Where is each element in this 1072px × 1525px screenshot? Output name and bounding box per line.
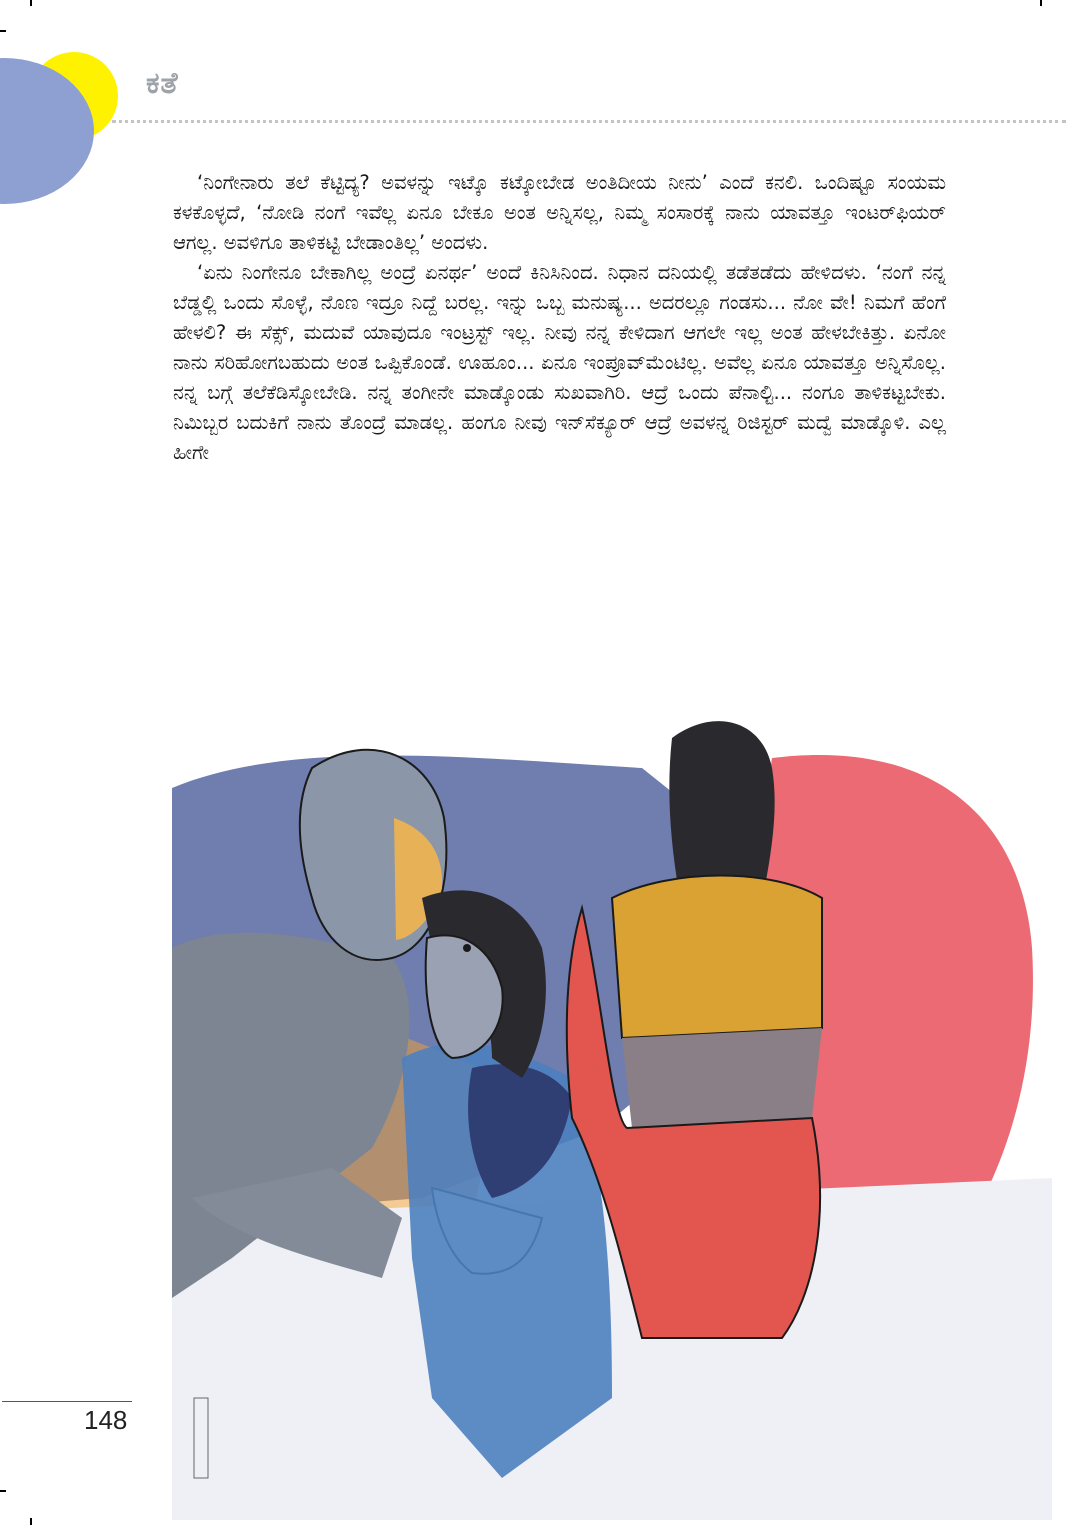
dotted-divider — [112, 120, 1066, 123]
story-illustration — [172, 698, 1052, 1520]
page-number: 148 — [84, 1405, 128, 1435]
bindi-dot — [463, 944, 471, 952]
paragraph: ‘ಏನು ನಿಂಗೇನೂ ಬೇಕಾಗಿಲ್ಲ ಅಂದ್ರೆ ಏನರ್ಥ’ ಅಂದೆ ಕಿನಿಸಿನಿಂದ. ನಿಧಾನ ದನಿಯಲ್ಲಿ ತಡೆತಡೆದು ಹೇಳಿದಳು. ‘ನಂಗೆ ನನ್ನ ಬೆಡ್ಡಲ್ಲಿ ಒಂದು ಸೊಳ್ಳೆ, ನೊಣ ಇದ್ರೂ ನಿದ್ದೆ ಬರಲ್ಲ. ಇನ್ನು ಒಬ್ಬ ಮನುಷ್ಯ... ಅದರಲ್ಲೂ ಗಂಡಸು... ನೋ ವೇ! ನಿಮಗೆ ಹೆಂಗೆ ಹೇಳಲಿ? ಈ ಸೆಕ್ಸ್, ಮದುವೆ ಯಾವುದೂ ಇಂಟ್ರಸ್ಟ್ ಇಲ್ಲ. ನೀವು ನನ್ನ ಕೇಳಿದಾಗ ಆಗಲೇ ಇಲ್ಲ ಅಂತ ಹೇಳಬೇಕಿತ್ತು. ಏನೋ ನಾನು ಸರಿಹೋಗಬಹುದು ಅಂತ ಒಪ್ಪಿಕೊಂಡೆ. ಊಹೂಂ... ಏನೂ ಇಂಪ್ರೂವ್‌ಮೆಂಟಿಲ್ಲ. ಅವೆಲ್ಲ ಏನೂ ಯಾವತ್ತೂ ಅನ್ನಿಸೊಲ್ಲ. ನನ್ನ ಬಗ್ಗೆ ತಲೆಕೆಡಿಸ್ಕೋಬೇಡಿ. ನನ್ನ ತಂಗೀನೇ ಮಾಡ್ಕೊಂಡು ಸುಖವಾಗಿರಿ. ಆದ್ರೆ ಒಂದು ಪೆನಾಲ್ಟಿ... ನಂಗೂ ತಾಳಿಕಟ್ಟಬೇಕು. ನಿಮಿಬ್ಬರ ಬದುಕಿಗೆ ನಾನು ತೊಂದ್ರೆ ಮಾಡಲ್ಲ. ಹಂಗೂ ನೀವು ಇನ್‌ಸೆಕ್ಯೂರ್ ಆದ್ರೆ ಅವಳನ್ನ ರಿಜಿಸ್ಟರ್ ಮದ್ವೆ ಮಾಡ್ಕೊಳಿ. ಎಲ್ಲ ಹೀಗೇ — [173, 261, 946, 464]
section-title: ಕತೆ — [146, 66, 179, 101]
story-text — [173, 168, 946, 468]
crop-mark-bottom-left — [30, 1518, 32, 1525]
crop-mark-top-left — [30, 0, 32, 6]
crop-mark-left-upper — [0, 30, 6, 32]
paragraph: ‘ನಿಂಗೇನಾರು ತಲೆ ಕೆಟ್ಟಿದ್ಯ? ಅವಳನ್ನು ಇಟ್ಕೊ ಕಟ್ಕೋಬೇಡ ಅಂತಿದೀಯ ನೀನು’ ಎಂದೆ ಕನಲಿ. ಒಂದಿಷ್ಟೂ ಸಂಯಮ ಕಳಕೊಳ್ಳದೆ, ‘ನೋಡಿ ನಂಗೆ ಇವೆಲ್ಲ ಏನೂ ಬೇಕೂ ಅಂತ ಅನ್ನಿಸಲ್ಲ, ನಿಮ್ಮ ಸಂಸಾರಕ್ಕೆ ನಾನು ಯಾವತ್ತೂ ಇಂಟರ್‌ಫಿಯರ್ ಆಗಲ್ಲ. ಅವಳಿಗೂ ತಾಳಿಕಟ್ಟಿ ಬೇಡಾಂತಿಲ್ಲ’ ಅಂದಳು. — [173, 171, 946, 254]
footer-rule — [2, 1401, 132, 1402]
crop-mark-top-right — [1040, 0, 1042, 6]
standing-woman-blouse — [612, 876, 822, 1039]
crop-mark-left-lower — [0, 1490, 6, 1492]
standing-woman-back — [622, 1028, 822, 1128]
